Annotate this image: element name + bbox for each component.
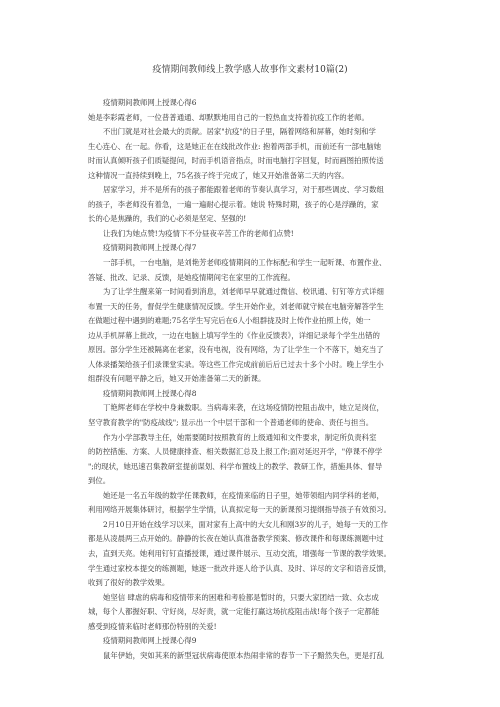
text-line: 不出门就是对社会最大的贡献。居家"抗疫"的日子里，隔着网络和屏幕，她时刻和学 [103,127,376,137]
text-line: 学生通过家校本提交的练测题，她逐一批改并逐人给予认真、及时、详尽的文字和语音反馈， [88,563,392,573]
text-line: 坚守教育教学的"防疫战线"; 显示出一个中层干部和一个普通老师的使命、责任与担当。 [88,418,374,428]
text-line: 丁艳辉老师在学校中身兼数职。当病毒来袭，在这场疫情防控阻击战中，她立足岗位， [103,403,384,413]
text-line: 收到了很好的教学效果。 [88,578,170,588]
text-line: 这种情况一直持续到晚上，75名孩子终于完成了，她又开始准备第二天的内容。 [88,170,349,180]
text-line: 在做题过程中遇到的难题;75名学生写完后在6人小组群拢及时上传作业拍照上传，她一 [88,316,371,326]
text-line: 让我们为她点赞!为疫情下不分昼夜辛苦工作的老师们点赞! [103,228,294,238]
text-line: 组群没有问题平静之后，她又开始准备第二天的新课。 [88,374,266,384]
text-line: 一部手机，一台电脑，是刘艳芳老师疫情期间的工作标配;和学生一起听课、布置作业、 [103,258,387,268]
text-line: 为了让学生醒来第一时间看到消息，刘老师早早就通过微信、校讯通、钉钉等方式详细 [103,287,384,297]
text-line: 她是李彩霞老师，一位普普通通、却默默地用自己的一腔热血支持着抗疫工作的老师。 [88,112,369,122]
text-line: 作为小学部教导主任，她需要随时按照教育的上级通知和文件要求，制定所负责科室 [103,432,377,442]
text-line: 疫情期间教师网上授课心得6 [103,98,197,107]
text-line: 疫情期间教师网上授课心得7 [103,243,197,253]
text-line: 原因。部分学生还被隔离在老家，没有电视，没有网络，为了让学生一个不落下，她充当了 [88,345,384,355]
text-line: 长的心是焦躁的，我们的心必须是坚定、坚强的! [88,214,247,224]
text-line: 疫情期间教师网上授课心得8 [103,388,197,398]
text-line: 鼠年伊始，突如其来的新型冠状病毒使原本热闹非常的春节一下子黯然失色，更是打乱 [103,650,384,660]
text-line: 居家学习，并不是所有的孩子都能跟着老师的节奏认真学习，对于那些调皮、学习数组 [103,185,384,195]
text-line: 她坚信 肆虐的病毒和疫情带来的困难和考验都是暂时的，只要大家团结一致、众志成 [103,592,379,602]
text-line: 生心连心、在一起。你看，这是她正在在线批改作业: 抱着两部手机，而前还有一部电脑她 [88,141,382,151]
text-line: 2月10日开始在线学习以来，面对家有上高中的大女儿和刚3岁的儿子，她每一天的工作 [103,519,388,529]
text-line: 的孩子，李老师没有着急，一遍一遍耐心提示着。她说 特殊时期，孩子的心是浮躁的，家 [88,199,379,209]
text-line: 城，每个人都握好职、守好岗，尽好责，就一定能打赢这场抗疫阻击战!每个孩子一定都能 [88,607,380,617]
text-line: 感受到疫情来临时老师那份特别的关爱! [88,621,217,631]
text-line: 去，直到天亮。她利用钉钉直播授课，通过课件展示、互动交流，增强每一节课的教学效果。 [88,548,392,558]
document-body [88,96,412,663]
text-line: ";的现状，她迅速召集教研室提前谋划、科学布置线上的教学、教研工作，措施具体、督导 [88,461,383,471]
text-line: 时而认真倾听孩子们质疑提问，时而手机语音指点，时而电脑打字回复，时而画图拍照传送 [88,156,384,166]
text-line: 答疑、批改、记录、反馈，是她疫情期间宅在家里的工作流程。 [88,272,295,282]
text-line: 疫情期间教师网上授课心得9 [103,636,197,646]
text-line: 的防控措施、方案、人员健康排查、相关数据汇总及上报工作;面对延迟开学，"停课不停学 [88,447,383,457]
document-title: 疫情期间教师线上教学感人故事作文素材10篇(2) [152,65,348,75]
text-line: 到位。 [88,476,111,486]
text-line: 边从手机屏幕上批改，一边在电脑上填写学生的《作业反馈表》，详细记录每个学生出错的 [88,330,380,340]
text-line: 人体录播架给孩子们录课堂实录。等这些工作完成前前后后已过去十多个小时。晚上学生小 [88,359,384,369]
text-line: 她还是一名五年级的数学任课教师，在疫情来临的日子里，她带领组内同学科的老师， [103,490,384,500]
text-line: 利用网络开展集体研讨，根据学生学情，认真拟定每一天的新课预习提纲指导孩子有效预习。 [88,505,392,515]
text-line: 布置一天的任务，督促学生健康情况反馈。学生开始作业，刘老师就守候在电脑旁解答学生 [88,301,384,311]
text-line: 都是从凌晨两三点开始的。静静的长夜在她认真准备教学预案、修改课件和每课练测题中过 [88,534,384,544]
